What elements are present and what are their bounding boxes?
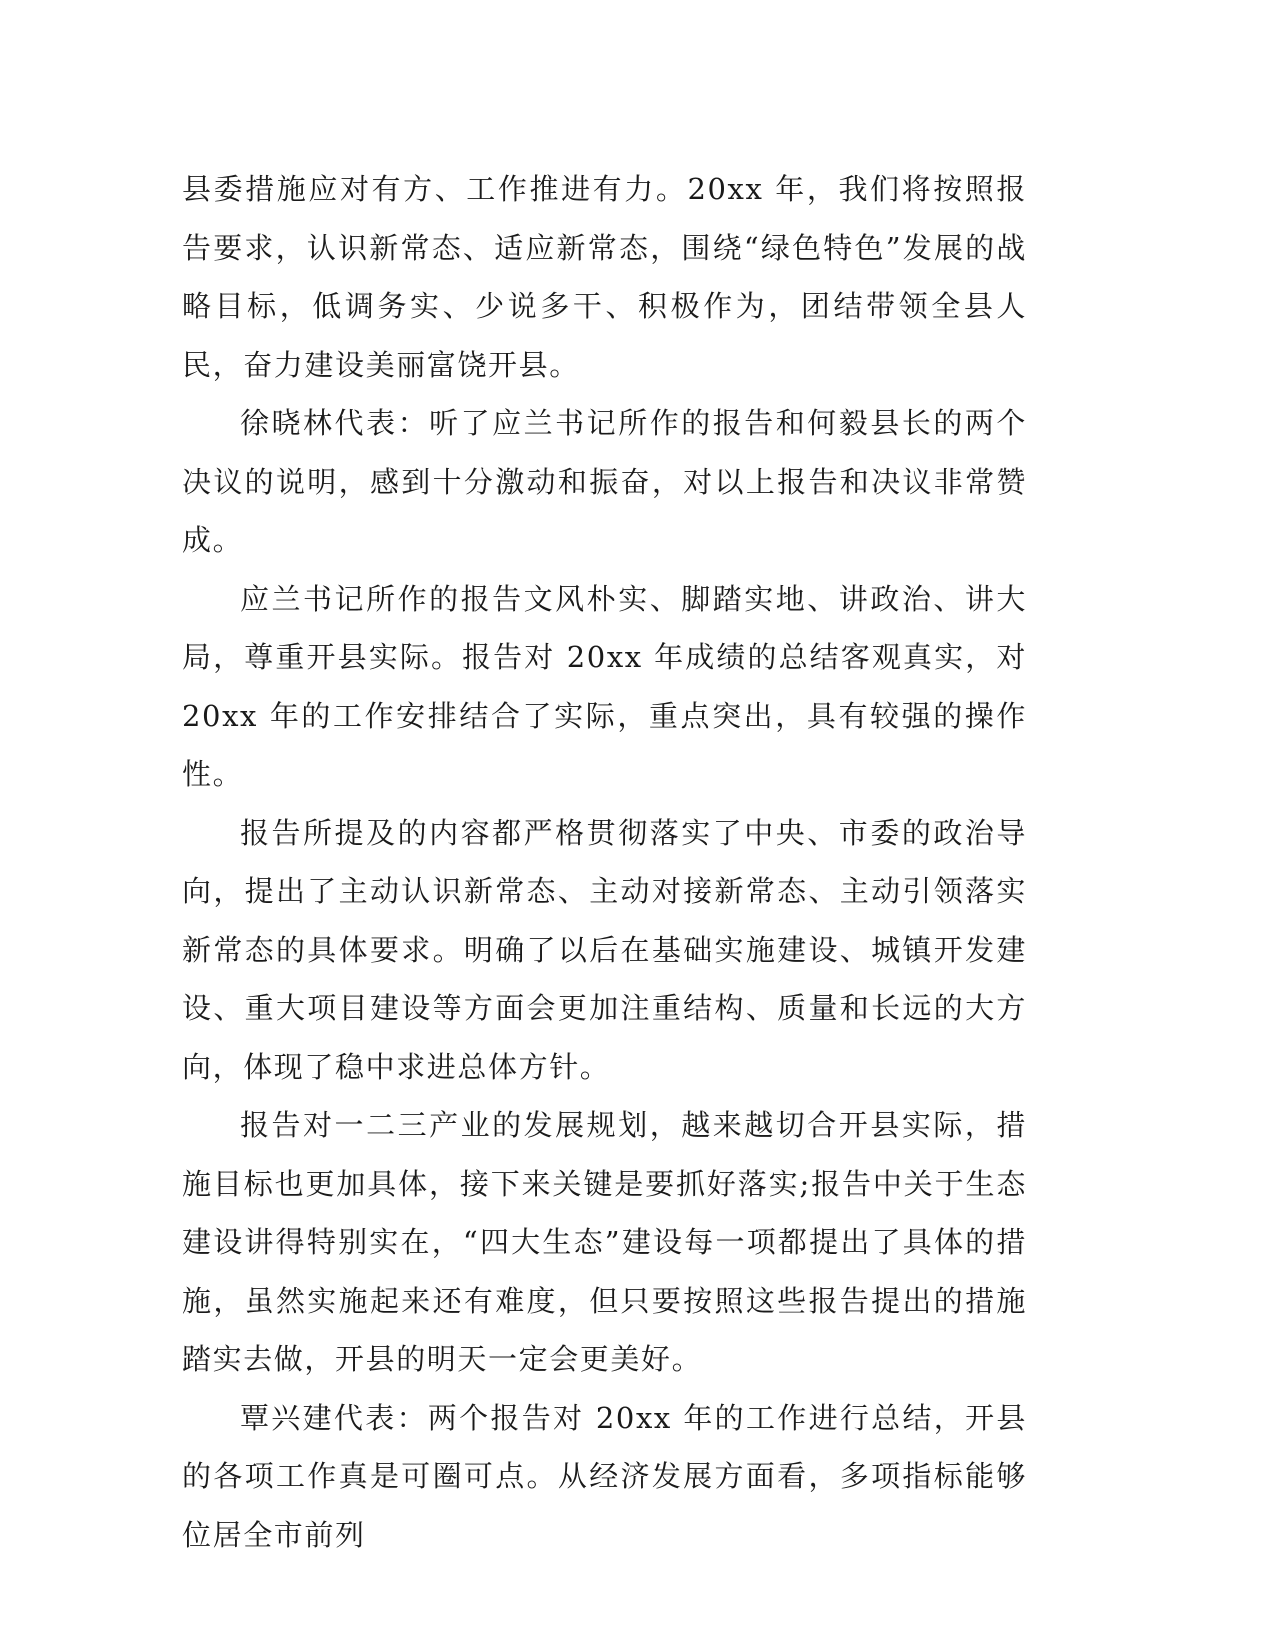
- paragraph-report-style: 应兰书记所作的报告文风朴实、脚踏实地、讲政治、讲大局，尊重开县实际。报告对 20xx 年成绩的总结客观真实，对 20xx 年的工作安排结合了实际，重点突出，具有较强的操作性。: [182, 581, 1027, 791]
- document-body: [182, 160, 1027, 1564]
- paragraph-continuation: 县委措施应对有方、工作推进有力。20xx 年，我们将按照报告要求，认识新常态、适应新常态，围绕“绿色特色”发展的战略目标，低调务实、少说多干、积极作为，团结带领全县人民，奋力建设美丽富饶开县。: [182, 172, 1027, 382]
- paragraph-political-guidance: 报告所提及的内容都严格贯彻落实了中央、市委的政治导向，提出了主动认识新常态、主动对接新常态、主动引领落实新常态的具体要求。明确了以后在基础实施建设、城镇开发建设、重大项目建设等方面会更加注重结构、质量和长远的大方向，体现了稳中求进总体方针。: [182, 815, 1027, 1084]
- paragraph-industry-planning: 报告对一二三产业的发展规划，越来越切合开县实际，措施目标也更加具体，接下来关键是要抓好落实;报告中关于生态建设讲得特别实在，“四大生态”建设每一项都提出了具体的措施，虽然实施起来还有难度，但只要按照这些报告提出的措施踏实去做，开县的明天一定会更美好。: [182, 1108, 1027, 1376]
- paragraph-qin-xingjian: 覃兴建代表：两个报告对 20xx 年的工作进行总结，开县的各项工作真是可圈可点。从经济发展方面看，多项指标能够位居全市前列: [182, 1400, 1027, 1552]
- paragraph-xu-xiaolin: 徐晓林代表：听了应兰书记所作的报告和何毅县长的两个决议的说明，感到十分激动和振奋，对以上报告和决议非常赞成。: [182, 406, 1027, 557]
